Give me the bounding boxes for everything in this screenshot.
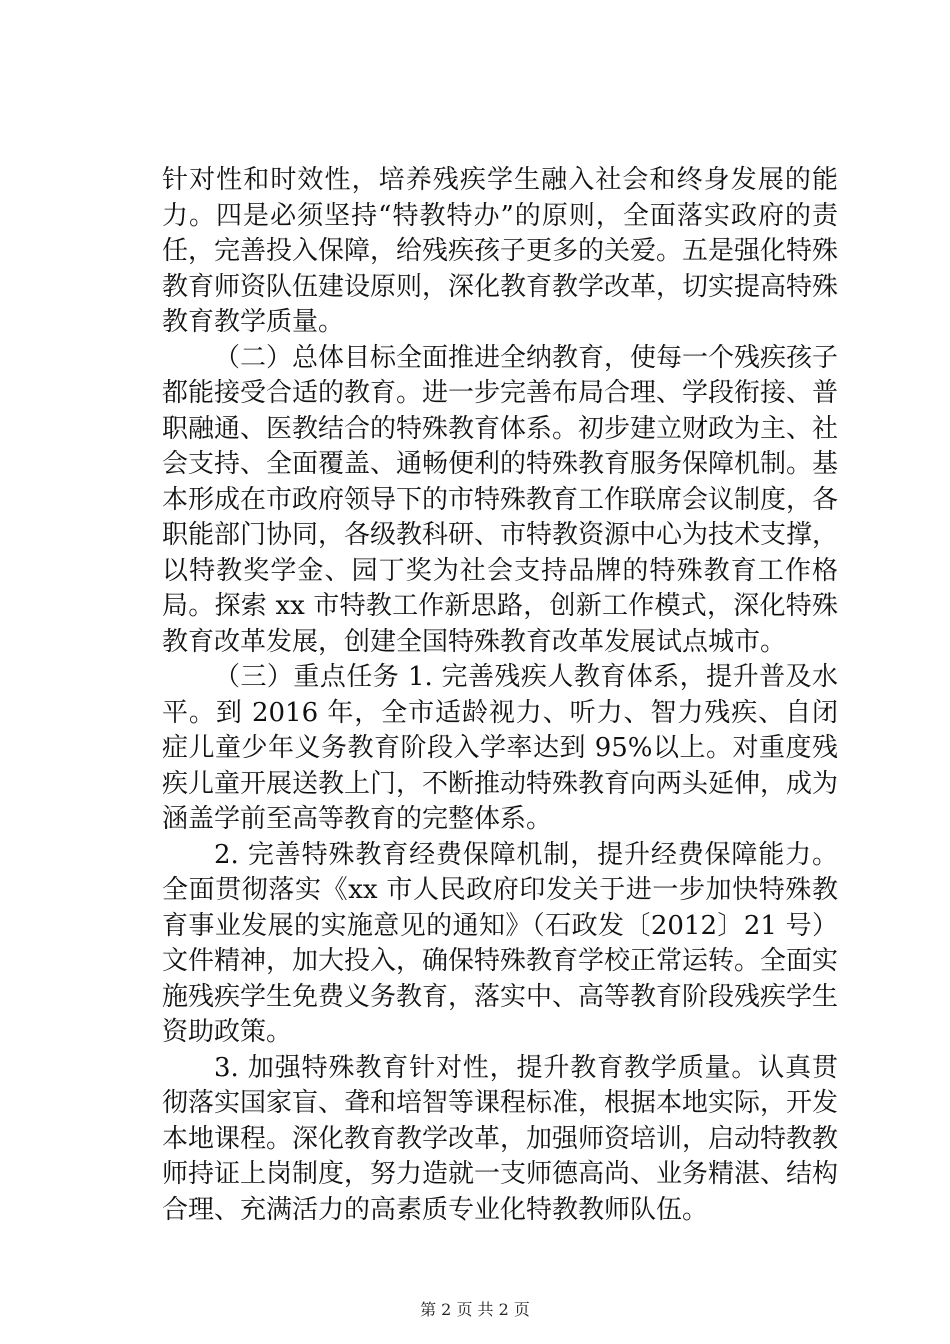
page-number-footer: 第 2 页 共 2 页 bbox=[420, 1300, 530, 1319]
paragraph-principles-continued: 针对性和时效性，培养残疾学生融入社会和终身发展的能力。四是必须坚持“特教特办”的原则，全面落实政府的责任，完善投入保障，给残疾孩子更多的关爱。五是强化特殊教育师资队伍建设原则，深化教育教学改革，切实提高特殊教育教学质量。 bbox=[162, 165, 839, 337]
paragraph-key-task-3: 3. 加强特殊教育针对性，提升教育教学质量。认真贯彻落实国家盲、聋和培智等课程标准，根据本地实际，开发本地课程。深化教育教学改革，加强师资培训，启动特教教师持证上岗制度，努力造就一支师德高尚、业务精湛、结构合理、充满活力的高素质专业化特教教师队伍。 bbox=[162, 1052, 839, 1225]
paragraph-overall-goal: （二）总体目标全面推进全纳教育，使每一个残疾孩子都能接受合适的教育。进一步完善布局合理、学段衔接、普职融通、医教结合的特殊教育体系。初步建立财政为主、社会支持、全面覆盖、通畅便利的特殊教育服务保障机制。基本形成在市政府领导下的市特殊教育工作联席会议制度，各职能部门协同，各级教科研、市特教资源中心为技术支撑，以特教奖学金、园丁奖为社会支持品牌的特殊教育工作格局。探索 xx 市特教工作新思路，创新工作模式，深化特殊教育改革发展，创建全国特殊教育改革发展试点城市。 bbox=[162, 342, 839, 657]
paragraph-key-task-1: （三）重点任务 1. 完善残疾人教育体系，提升普及水平。到 2016 年，全市适龄视力、听力、智力残疾、自闭症儿童少年义务教育阶段入学率达到 95%以上。对重度残疾儿童开展送教上门，不断推动特殊教育向两头延伸，成为涵盖学前至高等教育的完整体系。 bbox=[162, 662, 839, 834]
paragraph-key-task-2: 2. 完善特殊教育经费保障机制，提升经费保障能力。全面贯彻落实《xx 市人民政府印发关于进一步加快特殊教育事业发展的实施意见的通知》（石政发〔2012〕21 号）文件精神，加大投入，确保特殊教育学校正常运转。全面实施残疾学生免费义务教育，落实中、高等教育阶段残疾学生资助政策。 bbox=[162, 839, 839, 1047]
document-body bbox=[162, 163, 838, 1228]
